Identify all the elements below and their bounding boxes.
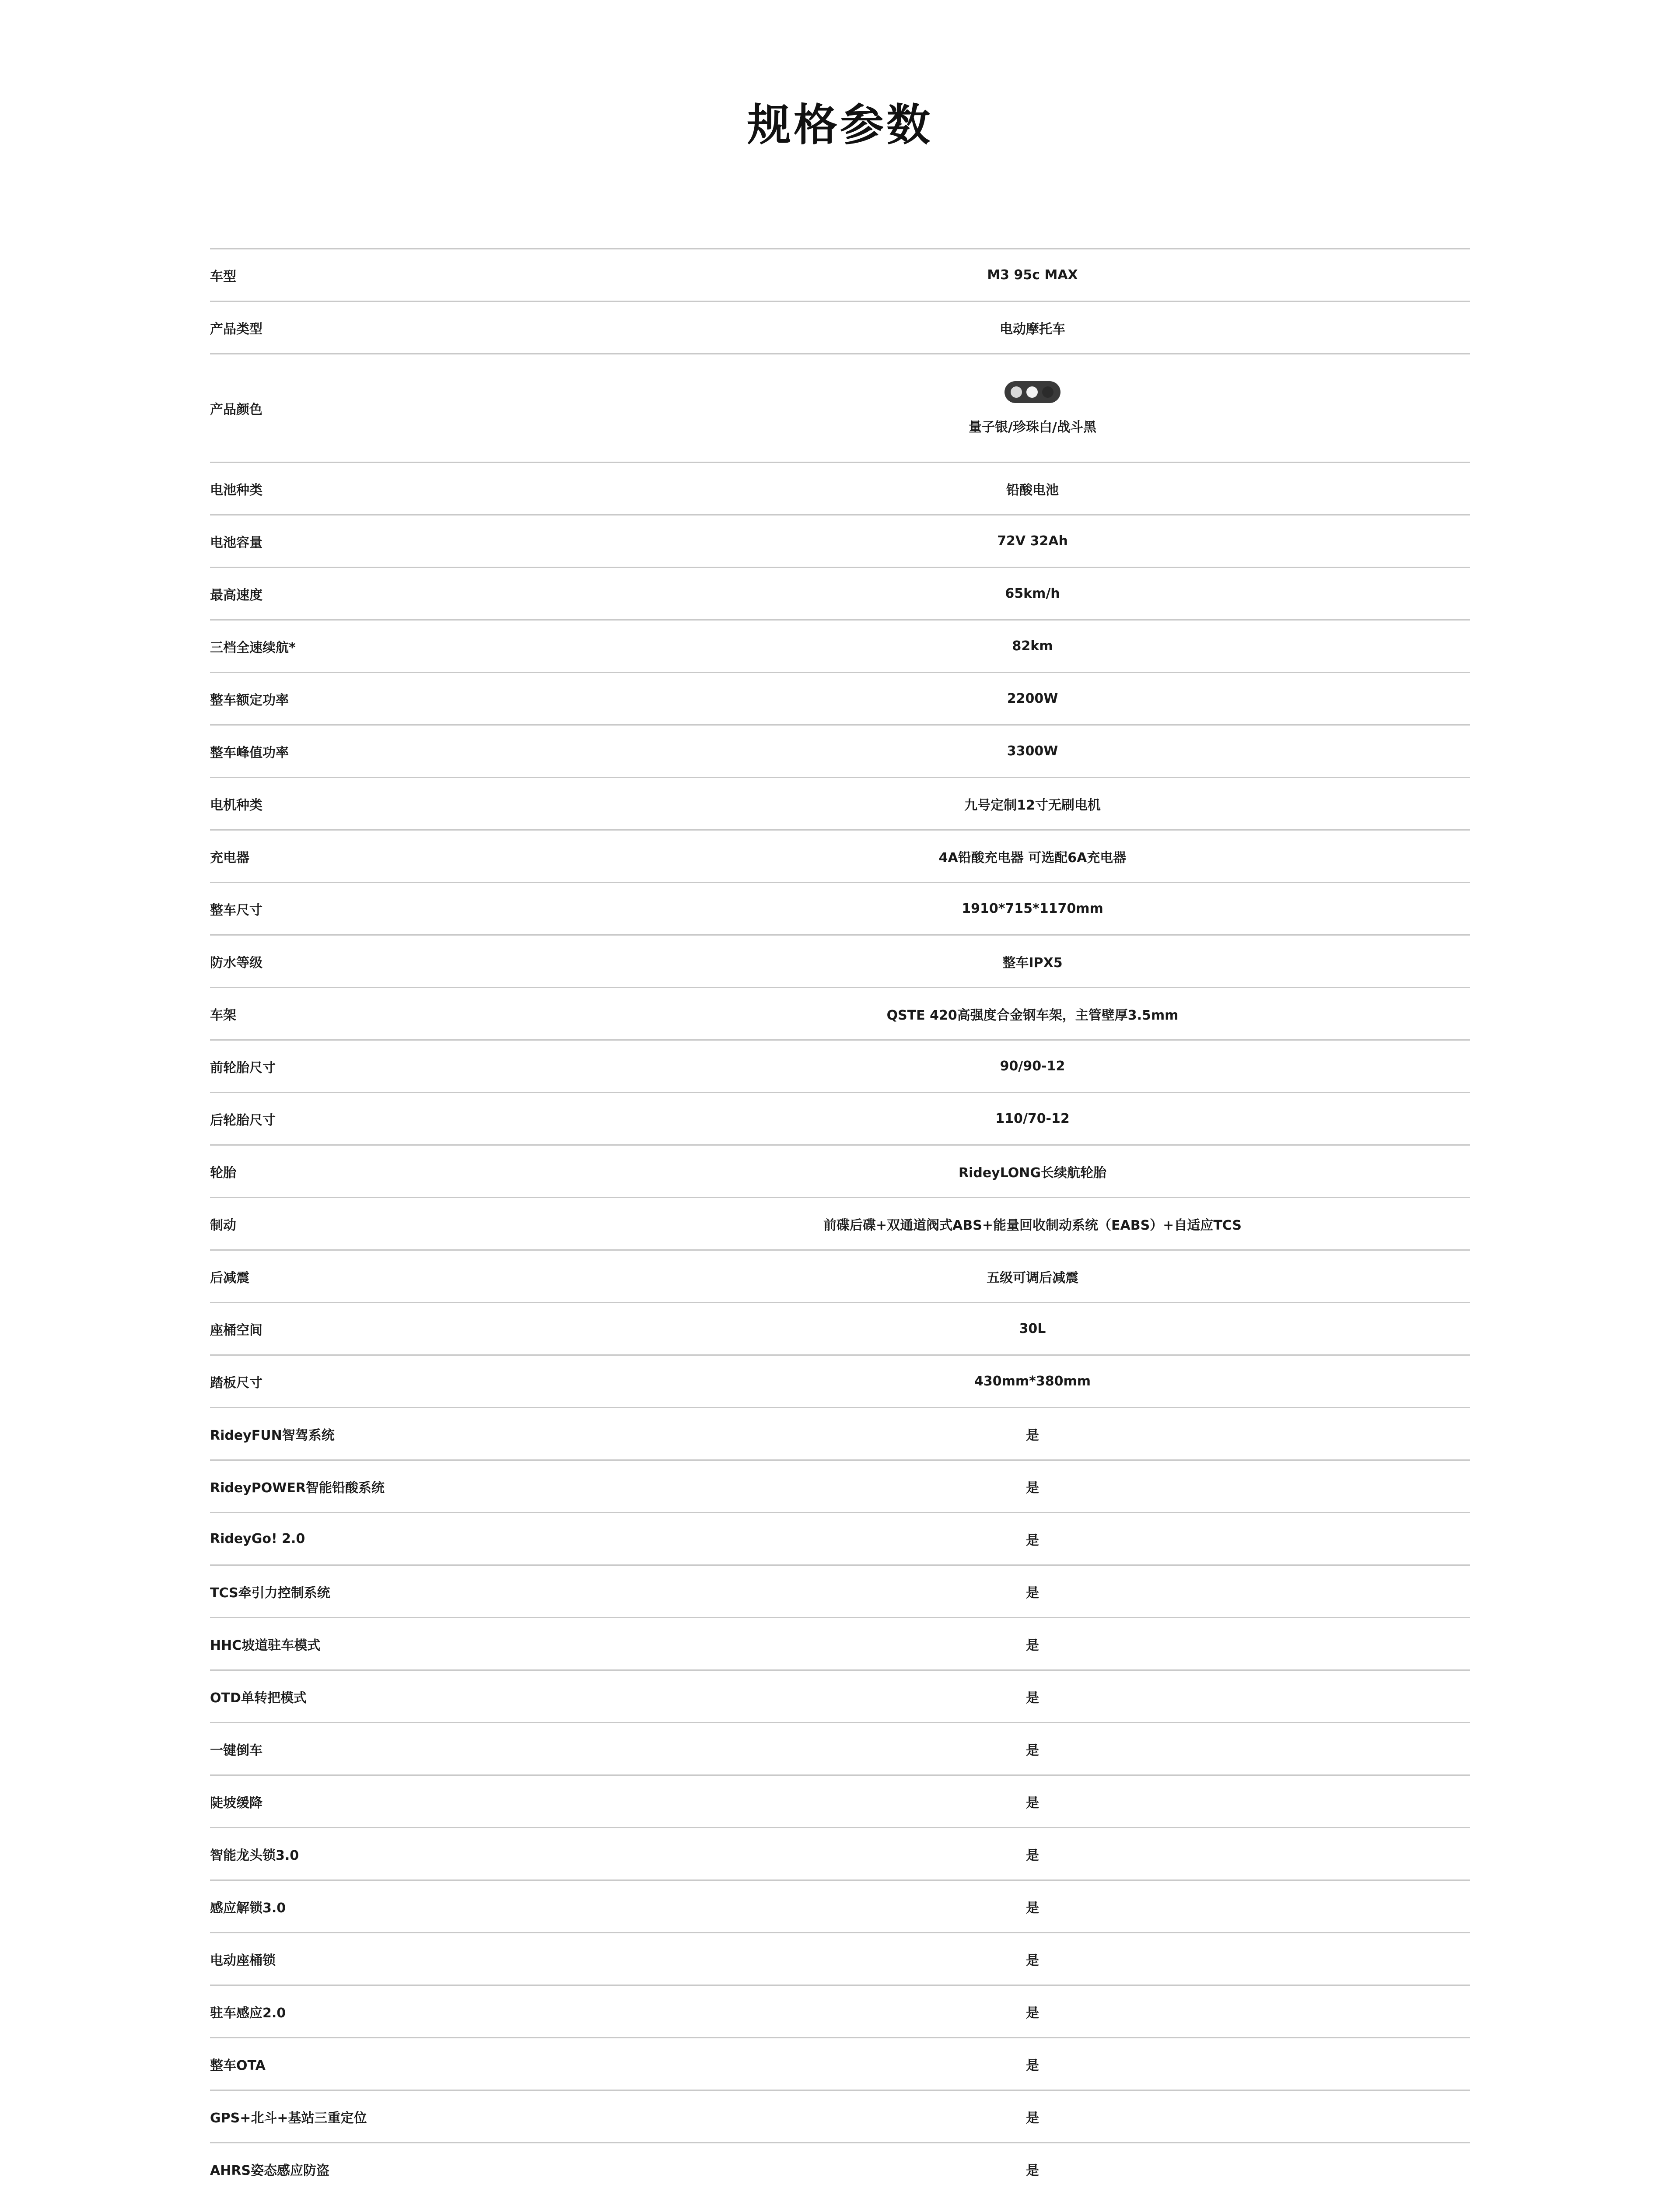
spec-label: 最高速度 xyxy=(210,587,262,603)
spec-row-reverse xyxy=(210,1722,1470,1774)
spec-value: 4A铅酸充电器 可选配6A充电器 xyxy=(938,850,1127,866)
spec-label: 充电器 xyxy=(210,850,249,866)
spec-row-battery-capacity xyxy=(210,514,1470,567)
spec-label: 感应解锁3.0 xyxy=(210,1900,286,1916)
spec-row-ridey-go xyxy=(210,1512,1470,1564)
spec-row-proximity-unlock xyxy=(210,1879,1470,1932)
spec-row-tires xyxy=(210,1144,1470,1197)
spec-value: 2200W xyxy=(1007,691,1058,706)
spec-row-brakes xyxy=(210,1197,1470,1249)
spec-row-ridey-power xyxy=(210,1459,1470,1512)
spec-label: 车架 xyxy=(210,1007,236,1023)
spec-label: 踏板尺寸 xyxy=(210,1375,262,1391)
spec-value: 五级可调后减震 xyxy=(987,1270,1078,1286)
color-swatch-silver[interactable] xyxy=(1011,386,1022,398)
spec-row-front-tire-size xyxy=(210,1039,1470,1092)
page-title: 规格参数 xyxy=(747,99,933,151)
spec-label: RideyPOWER智能铅酸系统 xyxy=(210,1480,385,1496)
spec-label: 产品类型 xyxy=(210,321,262,337)
spec-row-top-speed xyxy=(210,567,1470,619)
spec-value: QSTE 420高强度合金钢车架，主管壁厚3.5mm xyxy=(886,1007,1179,1023)
spec-value-color xyxy=(840,354,1225,462)
spec-row-seat-storage xyxy=(210,1302,1470,1354)
color-swatch-black[interactable] xyxy=(1042,386,1054,398)
spec-label: RideyFUN智驾系统 xyxy=(210,1427,335,1443)
color-swatch-white[interactable] xyxy=(1026,386,1038,398)
spec-table xyxy=(210,248,1470,2188)
spec-value: 是 xyxy=(1026,1900,1039,1916)
spec-label: 电机种类 xyxy=(210,797,262,813)
spec-value: 3300W xyxy=(1007,743,1058,759)
spec-row-ridey-fun xyxy=(210,1407,1470,1459)
spec-value: 72V 32Ah xyxy=(997,533,1068,549)
spec-row-battery-type xyxy=(210,462,1470,514)
spec-row-hhc xyxy=(210,1617,1470,1669)
spec-label: 智能龙头锁3.0 xyxy=(210,1848,299,1863)
spec-label: 整车尺寸 xyxy=(210,902,262,918)
spec-value: 90/90-12 xyxy=(1000,1059,1065,1074)
spec-label: RideyGo! 2.0 xyxy=(210,1531,305,1546)
spec-value: 铅酸电池 xyxy=(1006,482,1059,498)
spec-value: 1910*715*1170mm xyxy=(962,901,1103,916)
spec-row-steering-lock xyxy=(210,1827,1470,1879)
spec-value: 是 xyxy=(1026,1690,1039,1706)
spec-row-parking-sense xyxy=(210,1985,1470,2037)
spec-value: 是 xyxy=(1026,1637,1039,1653)
spec-row-positioning xyxy=(210,2090,1470,2142)
spec-value: 110/70-12 xyxy=(995,1111,1070,1126)
spec-value: M3 95c MAX xyxy=(987,267,1078,283)
spec-value: 是 xyxy=(1026,2163,1039,2178)
spec-label: 三档全速续航* xyxy=(210,640,296,656)
spec-row-model xyxy=(210,248,1470,301)
spec-row-hill-descent xyxy=(210,1774,1470,1827)
spec-value: 是 xyxy=(1026,1848,1039,1863)
spec-value: 430mm*380mm xyxy=(974,1374,1091,1389)
spec-value: RideyLONG长续航轮胎 xyxy=(958,1165,1107,1181)
spec-value: 是 xyxy=(1026,2005,1039,2021)
spec-label: GPS+北斗+基站三重定位 xyxy=(210,2110,367,2126)
spec-row-peak-power xyxy=(210,724,1470,777)
spec-row-charger xyxy=(210,829,1470,882)
spec-label: 后减震 xyxy=(210,1270,249,1286)
spec-label: 整车峰值功率 xyxy=(210,745,289,761)
spec-row-product-color xyxy=(210,353,1470,462)
spec-row-rear-suspension xyxy=(210,1249,1470,1302)
spec-row-waterproof xyxy=(210,934,1470,987)
spec-value: 是 xyxy=(1026,1795,1039,1811)
spec-row-ahrs xyxy=(210,2142,1470,2188)
spec-value: 前碟后碟+双通道阀式ABS+能量回收制动系统（EABS）+自适应TCS xyxy=(823,1217,1242,1233)
spec-value: 是 xyxy=(1026,1427,1039,1443)
spec-value: 65km/h xyxy=(1005,586,1060,601)
spec-label: 电池容量 xyxy=(210,535,262,551)
spec-label: 一键倒车 xyxy=(210,1743,262,1758)
spec-row-tcs xyxy=(210,1564,1470,1617)
spec-label: 制动 xyxy=(210,1217,236,1233)
spec-row-frame xyxy=(210,987,1470,1039)
spec-label: 轮胎 xyxy=(210,1165,236,1181)
spec-value: 是 xyxy=(1026,1953,1039,1968)
spec-value: 是 xyxy=(1026,2110,1039,2126)
spec-value: 是 xyxy=(1026,1585,1039,1601)
spec-value: 九号定制12寸无刷电机 xyxy=(964,797,1101,813)
spec-label: 驻车感应2.0 xyxy=(210,2005,286,2021)
spec-row-otd xyxy=(210,1669,1470,1722)
spec-label: 电动座桶锁 xyxy=(210,1953,276,1968)
color-swatch-group xyxy=(1004,381,1060,403)
spec-label: AHRS姿态感应防盗 xyxy=(210,2163,330,2178)
spec-label: 陡坡缓降 xyxy=(210,1795,262,1811)
spec-row-product-type xyxy=(210,301,1470,353)
spec-value: 30L xyxy=(1019,1321,1046,1336)
spec-value: 是 xyxy=(1026,1480,1039,1496)
spec-row-seat-lock xyxy=(210,1932,1470,1985)
spec-value: 是 xyxy=(1026,1532,1039,1548)
spec-label: 电池种类 xyxy=(210,482,262,498)
spec-row-rated-power xyxy=(210,672,1470,724)
spec-label: 整车OTA xyxy=(210,2058,266,2073)
spec-label: 后轮胎尺寸 xyxy=(210,1112,276,1128)
spec-value: 整车IPX5 xyxy=(1002,955,1063,971)
spec-row-ota xyxy=(210,2037,1470,2090)
spec-row-range xyxy=(210,619,1470,672)
spec-row-motor-type xyxy=(210,777,1470,829)
spec-label: 整车额定功率 xyxy=(210,692,289,708)
spec-label: TCS牵引力控制系统 xyxy=(210,1585,330,1601)
spec-label: HHC坡道驻车模式 xyxy=(210,1637,321,1653)
spec-value: 是 xyxy=(1026,1743,1039,1758)
spec-label: OTD单转把模式 xyxy=(210,1690,307,1706)
spec-label: 车型 xyxy=(210,269,236,284)
spec-row-footboard xyxy=(210,1354,1470,1407)
spec-value: 82km xyxy=(1012,638,1053,654)
spec-label: 防水等级 xyxy=(210,955,262,971)
spec-value: 电动摩托车 xyxy=(1000,321,1065,337)
spec-row-rear-tire-size xyxy=(210,1092,1470,1144)
spec-label: 前轮胎尺寸 xyxy=(210,1060,276,1076)
color-names: 量子银/珍珠白/战斗黑 xyxy=(969,419,1096,435)
spec-value: 是 xyxy=(1026,2058,1039,2073)
spec-row-dimensions xyxy=(210,882,1470,934)
spec-label: 座桶空间 xyxy=(210,1322,262,1338)
spec-label: 产品颜色 xyxy=(210,402,262,417)
